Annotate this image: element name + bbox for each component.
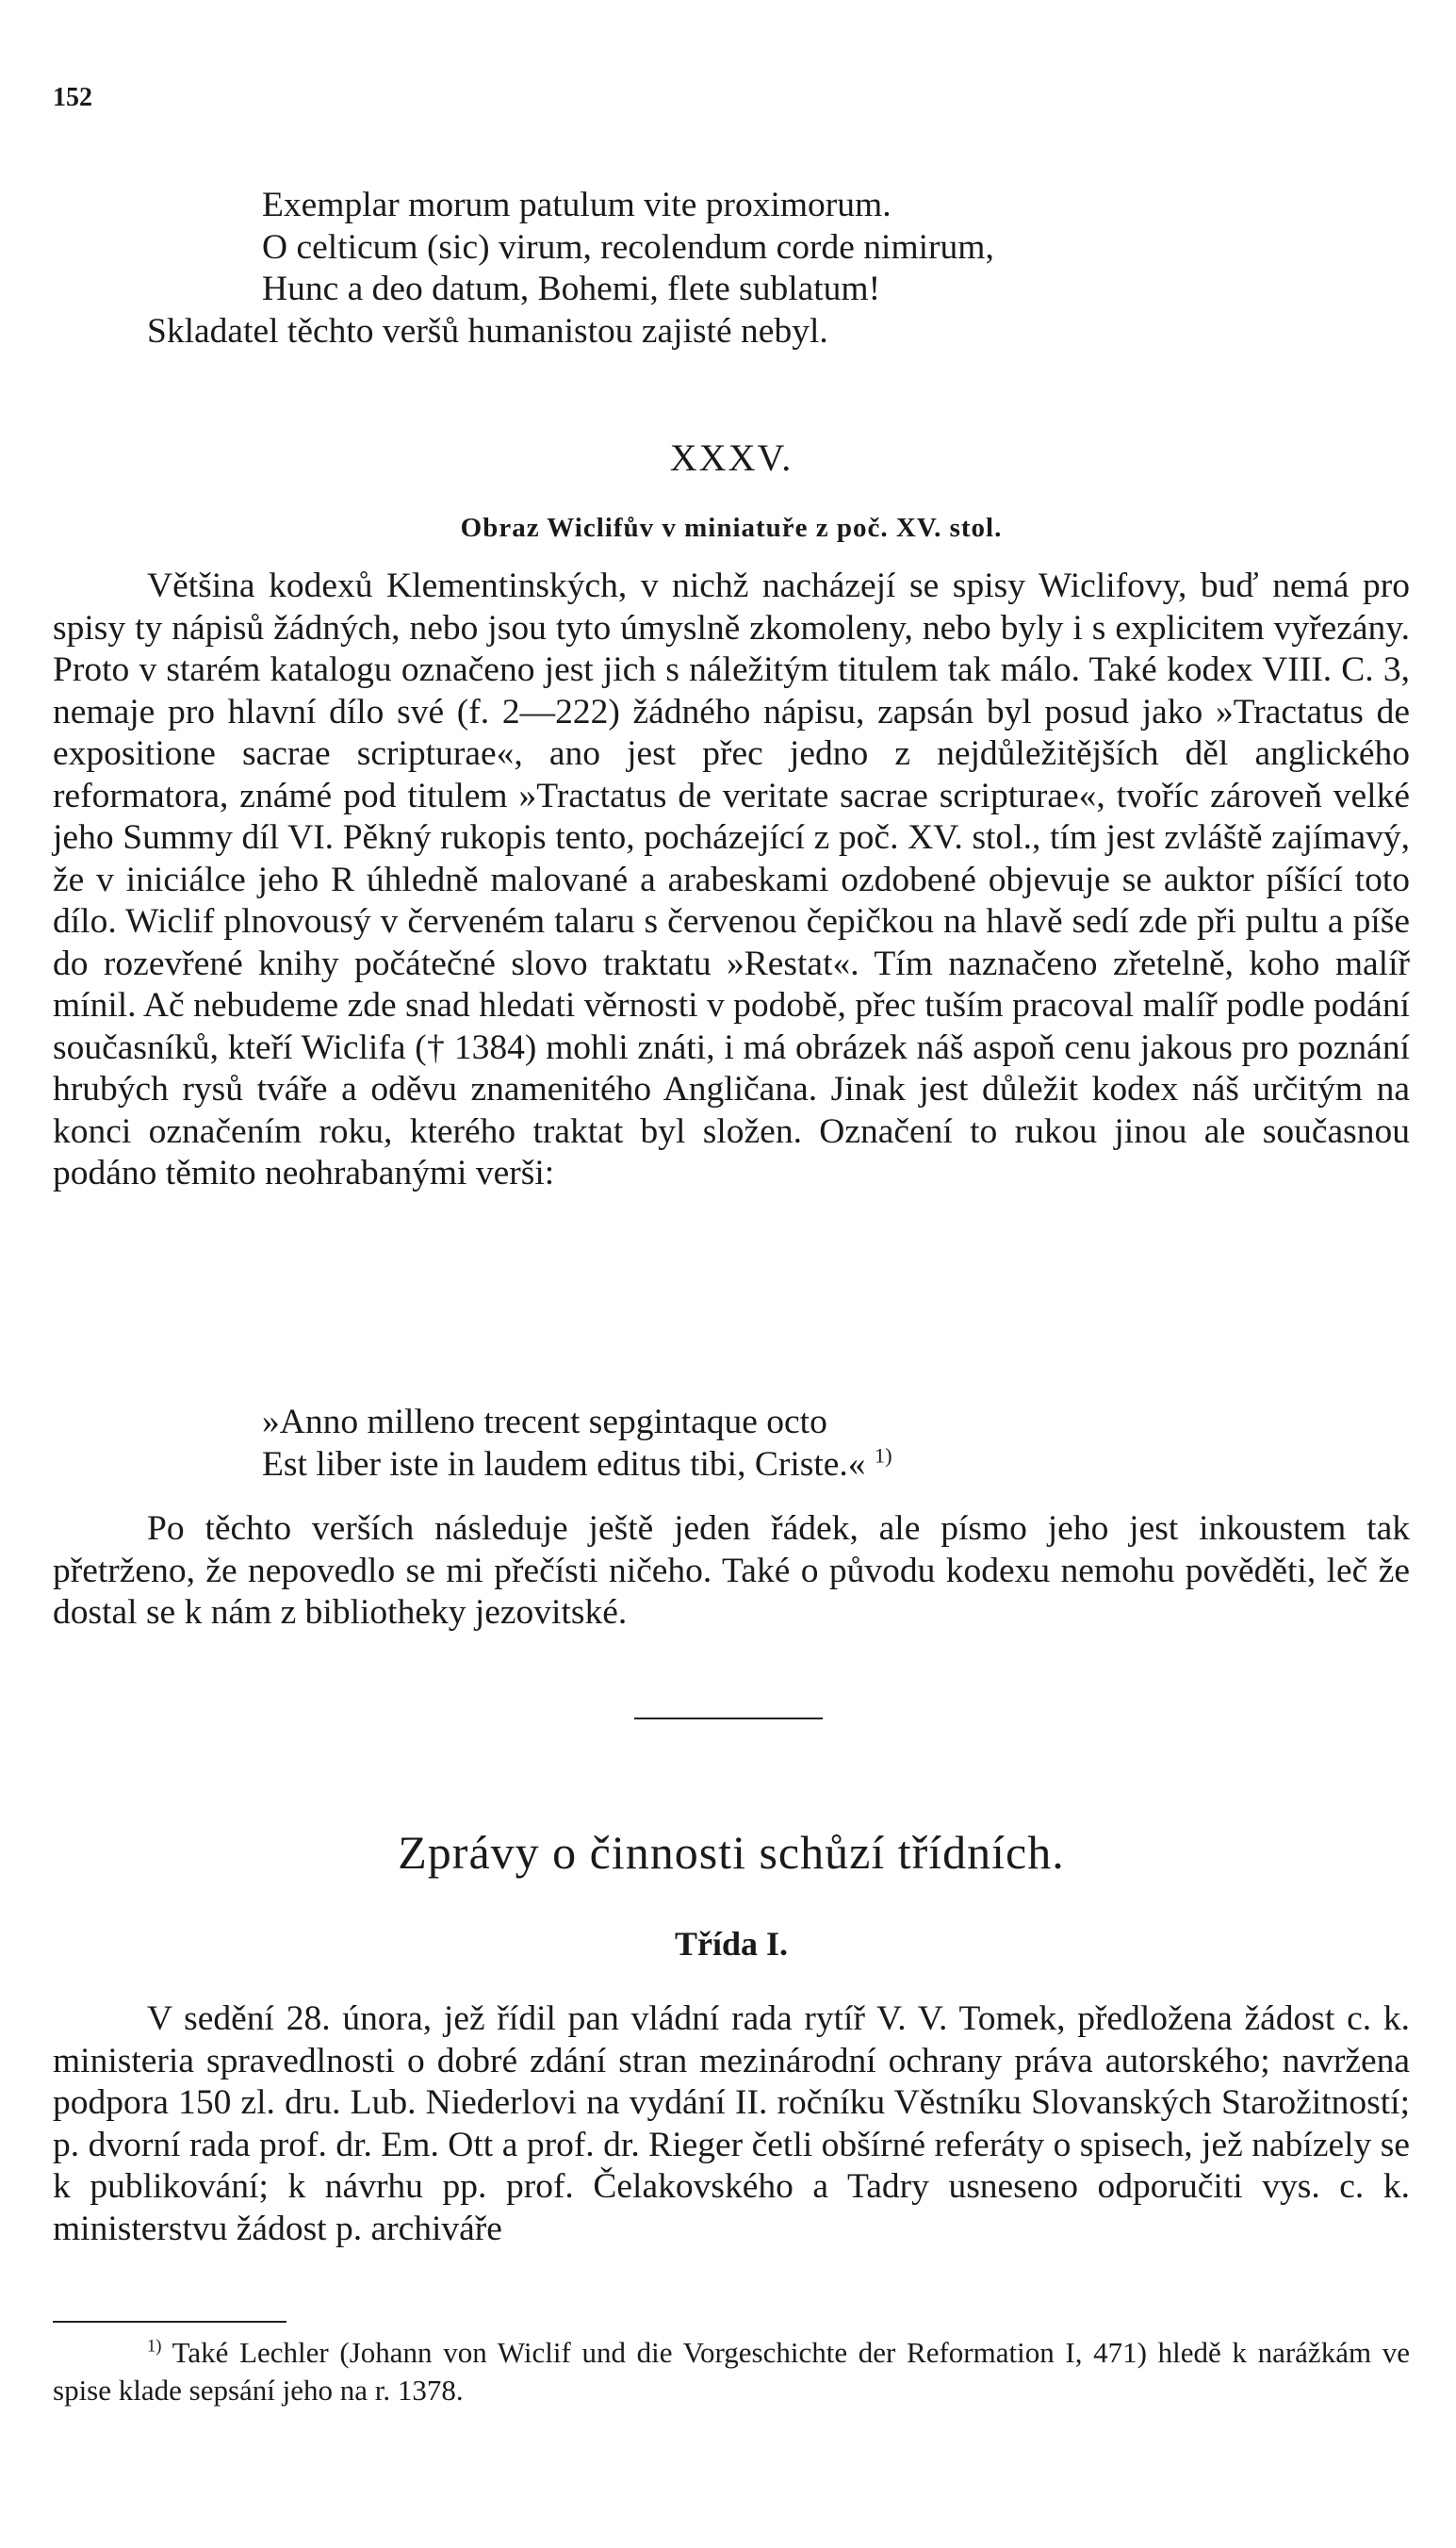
separator-rule [634, 1718, 823, 1719]
section-numeral: XXXV. [669, 436, 793, 479]
footnote-mark: 1) [147, 2336, 162, 2357]
verse-line: O celticum (sic) virum, recolendum corde nimirum, [262, 227, 994, 267]
class-heading: Třída I. [674, 1925, 789, 1963]
verse-line: Hunc a deo datum, Bohemi, flete sublatum! [262, 270, 881, 308]
footnote [53, 2334, 1410, 2409]
footnote-text: Také Lechler (Johann von Wiclif und die Vorgeschichte der Reformation I, 471) hledě k narážkám ve spise klade sepsání jeho na r. 1378. [53, 2336, 1410, 2407]
paragraph-after: Po těchto verších následuje ještě jeden řádek, ale písmo jeho jest inkoustem tak přetrženo, že nepovedlo se mi přečísti ničeho. Také o původu kodexu nemohu pověděti, leč že dostal se k nám z bibliotheky jezovitské. [53, 1509, 1410, 1632]
verse-note: Skladatel těchto veršů humanistou zajisté nebyl. [147, 311, 828, 351]
verse-line-text: Est liber iste in laudem editus tibi, Criste.« [262, 1444, 866, 1484]
paragraph-class: V sedění 28. února, jež řídil pan vládní rada rytíř V. V. Tomek, předložena žádost c. k. ministeria spravedlnosti o dobré zdání stran mezinárodní ochrany práva autorského; navržena podpora 150 zl. dru. Lub. Niederlovi na vydání II. ročníku Věstníku Slovanských Starožitností; p. dvorní rada prof. dr. Em. Ott a prof. dr. Rieger četli obšírné referáty o spisech, jež nabízely se k publikování; k návrhu pp. prof. Čelakovského a Tadry usneseno odporučiti vys. c. k. ministerstvu žádost p. archiváře [53, 1999, 1410, 2248]
footnote-rule [53, 2321, 286, 2323]
verse-line: Exemplar morum patulum vite proximorum. [262, 186, 892, 224]
reports-title: Zprávy o činnosti schůzí třídních. [398, 1826, 1065, 1879]
verse-line [53, 1444, 1410, 1487]
section-subtitle: Obraz Wiclifův v miniatuře z poč. XV. stol. [460, 513, 1003, 543]
paragraph-main: Většina kodexů Klementinských, v nichž nacházejí se spisy Wiclifovy, buď nemá pro spisy ty nápisů žádných, nebo jsou tyto úmyslně zkomoleny, nebo byly i s explicitem vyřezány. Proto v starém katalogu označeno jest jich s náležitým titulem tak málo. Také kodex VIII. C. 3, nemaje pro hlavní dílo své (f. 2—222) žádného nápisu, zapsán byl posud jako »Tractatus de expositione sacrae scripturae«, ano jest přec jedno z nejdůležitějších děl anglického reformatora, známé pod titulem »Tractatus de veritate sacrae scripturae«, tvoříc zároveň velké jeho Summy díl VI. Pěkný rukopis tento, pocházející z poč. XV. stol., tím jest zvláště zajímavý, že v iniciálce jeho R úhledně malované a arabeskami ozdobené objevuje se auktor píšící toto dílo. Wiclif plnovousý v červeném talaru s červenou čepičkou na hlavě sedí zde při pultu a píše do rozevřené knihy počátečné slovo traktatu »Restat«. Tím naznačeno zřetelně, koho malíř mínil. Ač nebudeme zde snad hledati věrnosti v podobě, přec tuším pracoval malíř podle podání současníků, kteří Wiclifa († 1384) mohli znáti, i má obrázek náš aspoň cenu jakous pro poznání hrubých rysů tváře a oděvu znamenitého Angličana. Jinak jest důležit kodex náš určitým na konci označením roku, kterého traktat byl složen. Označení to rukou jinou ale současnou podáno těmito neohrabanými verši: [53, 567, 1410, 1192]
verse-line: »Anno milleno trecent sepgintaque octo [262, 1403, 827, 1441]
footnote-reference: 1) [874, 1443, 892, 1467]
verse-bottom [53, 1402, 1410, 1486]
verse-top [53, 185, 1410, 353]
page-number: 152 [53, 83, 92, 112]
footnote-body [53, 2334, 1410, 2409]
